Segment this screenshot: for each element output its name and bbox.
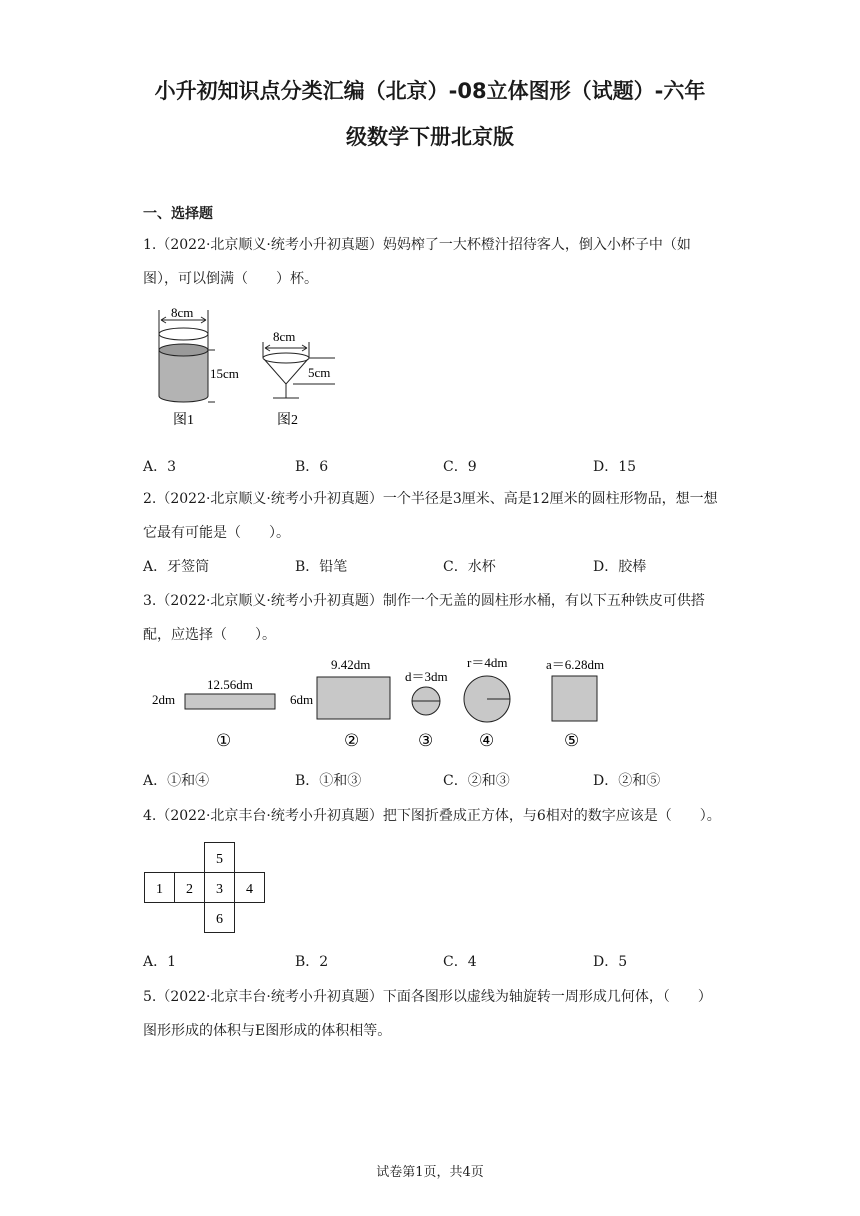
option-c[interactable]: C．水杯: [443, 559, 496, 575]
sheet-4-label: r＝4dm: [467, 655, 508, 670]
net-cell-6: 6: [216, 912, 223, 927]
option-c[interactable]: C．9: [443, 459, 477, 475]
sheet-1-number: ①: [216, 731, 232, 750]
sheet-1-rect: [185, 694, 275, 709]
section-heading: 一、选择题: [143, 206, 213, 222]
sheet-1-height: 2dm: [152, 692, 176, 707]
fig2-width-label: 8cm: [273, 329, 296, 344]
sheet-5-square: [552, 676, 597, 721]
net-cell-1: 1: [156, 882, 163, 897]
sheet-5-number: ⑤: [564, 731, 580, 750]
option-d[interactable]: D．15: [593, 459, 637, 475]
option-a[interactable]: A．1: [143, 954, 177, 970]
net-cell-2: 2: [186, 882, 193, 897]
question-3-options: [143, 770, 743, 794]
option-d[interactable]: D．②和⑤: [593, 773, 661, 789]
sheet-4-number: ④: [479, 731, 495, 750]
sheet-2-number: ②: [344, 731, 360, 750]
fig2-height-label: 5cm: [308, 365, 331, 380]
sheet-1-width: 12.56dm: [207, 677, 253, 692]
net-cell-3: 3: [216, 882, 223, 897]
sheet-2-width: 9.42dm: [331, 657, 371, 672]
title-line-2: 级数学下册北京版: [346, 125, 514, 149]
cube-net-figure: [143, 842, 267, 936]
fig1-caption: 图1: [173, 413, 194, 428]
sheet-2-height: 6dm: [290, 692, 314, 707]
question-5-text: 5.（2022·北京丰台·统考小升初真题）下面各图形以虚线为轴旋转一周形成几何体，（ ）图形形成的体积与E图形成的体积相等。: [143, 989, 712, 1039]
option-b[interactable]: B．铅笔: [295, 559, 348, 575]
sheet-2-rect: [317, 677, 390, 719]
question-3-text: 3.（2022·北京顺义·统考小升初真题）制作一个无盖的圆柱形水桶，有以下五种铁皮可供搭配，应选择（ ）。: [143, 593, 705, 643]
sheet-3-number: ③: [418, 731, 434, 750]
question-1-text: 1.（2022·北京顺义·统考小升初真题）妈妈榨了一大杯橙汁招待客人，倒入小杯子中（如图），可以倒满（ ）杯。: [143, 237, 691, 287]
option-a[interactable]: A．①和④: [143, 773, 210, 789]
fig2-caption: 图2: [277, 413, 298, 428]
fig1-height-label: 15cm: [210, 366, 239, 381]
option-b[interactable]: B．2: [295, 954, 329, 970]
sheet-5-label: a＝6.28dm: [546, 657, 605, 672]
net-cell-4: 4: [246, 882, 253, 897]
option-d[interactable]: D．胶棒: [593, 559, 647, 575]
question-2-options: [143, 556, 743, 580]
net-cell-5: 5: [216, 852, 223, 867]
fig1-width-label: 8cm: [171, 305, 194, 320]
option-a[interactable]: A．牙签筒: [143, 559, 210, 575]
option-c[interactable]: C．4: [443, 954, 477, 970]
page-footer: 试卷第1页，共4页: [376, 1165, 484, 1180]
question-1-figure: [143, 300, 353, 432]
option-b[interactable]: B．①和③: [295, 773, 362, 789]
option-c[interactable]: C．②和③: [443, 773, 510, 789]
question-1-options: [143, 456, 743, 480]
option-b[interactable]: B．6: [295, 459, 329, 475]
document-title: [140, 68, 720, 160]
sheet-3-label: d＝3dm: [405, 669, 448, 684]
question-2-text: 2.（2022·北京顺义·统考小升初真题）一个半径是3厘米、高是12厘米的圆柱形物品，想一想它最有可能是（ ）。: [143, 491, 718, 541]
question-3-figure: [143, 652, 643, 756]
question-4-text: 4.（2022·北京丰台·统考小升初真题）把下图折叠成正方体，与6相对的数字应该是（ ）。: [143, 808, 721, 824]
question-4-options: [143, 951, 743, 975]
option-d[interactable]: D．5: [593, 954, 628, 970]
option-a[interactable]: A．3: [143, 459, 177, 475]
title-line-1: 小升初知识点分类汇编（北京）-08立体图形（试题）-六年: [154, 79, 706, 103]
